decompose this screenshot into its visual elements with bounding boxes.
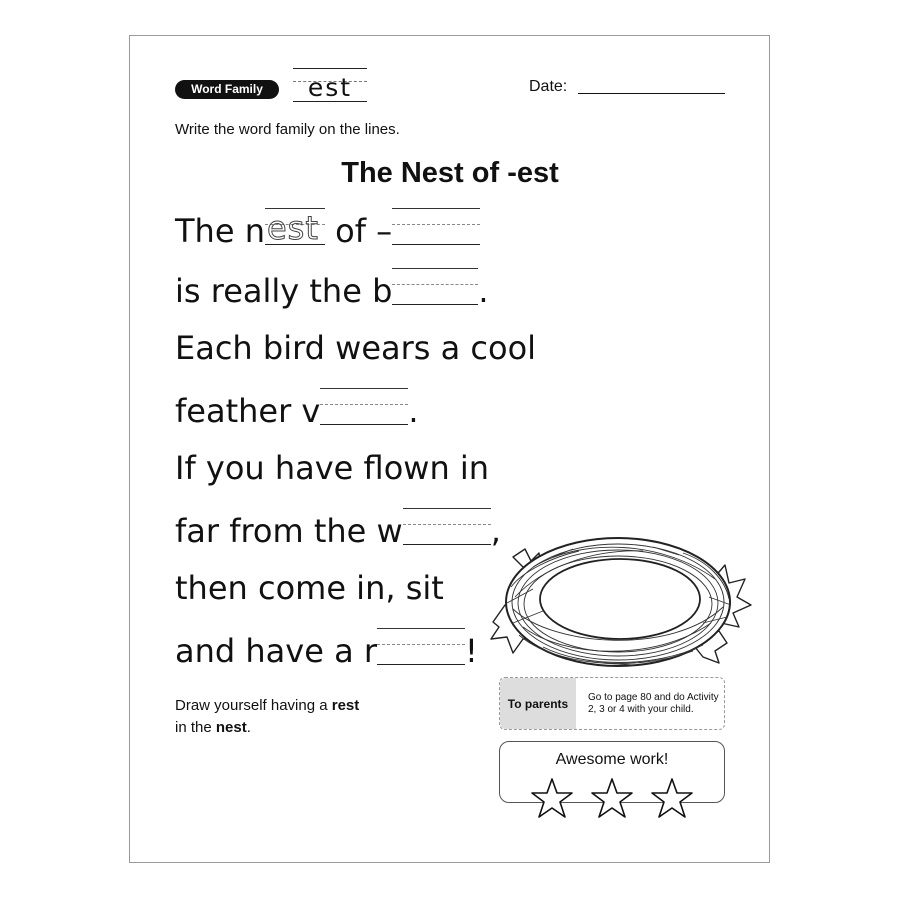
to-parents-text: Go to page 80 and do Activity 2, 3 or 4 with your child. xyxy=(588,691,719,715)
instruction-text: Write the word family on the lines. xyxy=(175,121,400,138)
family-word: est xyxy=(307,73,353,102)
poem-text: of – xyxy=(324,212,393,250)
poem-text: feather v xyxy=(175,392,321,430)
star-icon[interactable] xyxy=(592,779,632,817)
family-word-writing-box[interactable] xyxy=(293,68,367,102)
poem-line-2 xyxy=(175,268,489,318)
poem-line-8 xyxy=(175,628,478,678)
blank-line[interactable] xyxy=(403,508,491,550)
poem-line-4 xyxy=(175,388,419,438)
poem-text: ! xyxy=(465,632,478,670)
stars-rating xyxy=(527,775,697,825)
poem-text: . xyxy=(478,272,489,310)
poem-text: If you have flown in xyxy=(175,449,490,487)
date-label: Date: xyxy=(529,78,568,95)
poem-text: far from the w xyxy=(175,512,403,550)
poem-line-6 xyxy=(175,508,501,558)
nest-illustration xyxy=(483,527,755,677)
poem-text: then come in, sit xyxy=(175,569,444,607)
poem-text: , xyxy=(490,512,501,550)
blank-line[interactable] xyxy=(392,208,480,250)
poem-text: is really the b xyxy=(175,272,393,310)
blank-line[interactable] xyxy=(320,388,408,430)
blank-line[interactable] xyxy=(377,628,465,670)
award-text: Awesome work! xyxy=(555,751,669,768)
poem-text: Each bird wears a cool xyxy=(175,329,537,367)
poem-line-1 xyxy=(175,208,480,258)
draw-prompt: Draw yourself having a rest in the nest. xyxy=(175,697,360,736)
date-line[interactable] xyxy=(578,93,725,94)
poem-line-7 xyxy=(175,568,444,618)
poem-text: and have a r xyxy=(175,632,377,670)
poem-line-3 xyxy=(175,328,536,378)
poem-line-5 xyxy=(175,448,489,498)
star-icon[interactable] xyxy=(652,779,692,817)
poem-text: . xyxy=(408,392,419,430)
traced-word: est xyxy=(265,208,325,250)
star-icon[interactable] xyxy=(532,779,572,817)
poem-text: The n xyxy=(175,212,265,250)
to-parents-label: To parents xyxy=(500,678,576,729)
to-parents-box xyxy=(499,677,725,730)
blank-line[interactable] xyxy=(392,268,478,310)
worksheet-title: The Nest of -est xyxy=(341,157,559,189)
word-family-badge: Word Family xyxy=(175,80,279,99)
